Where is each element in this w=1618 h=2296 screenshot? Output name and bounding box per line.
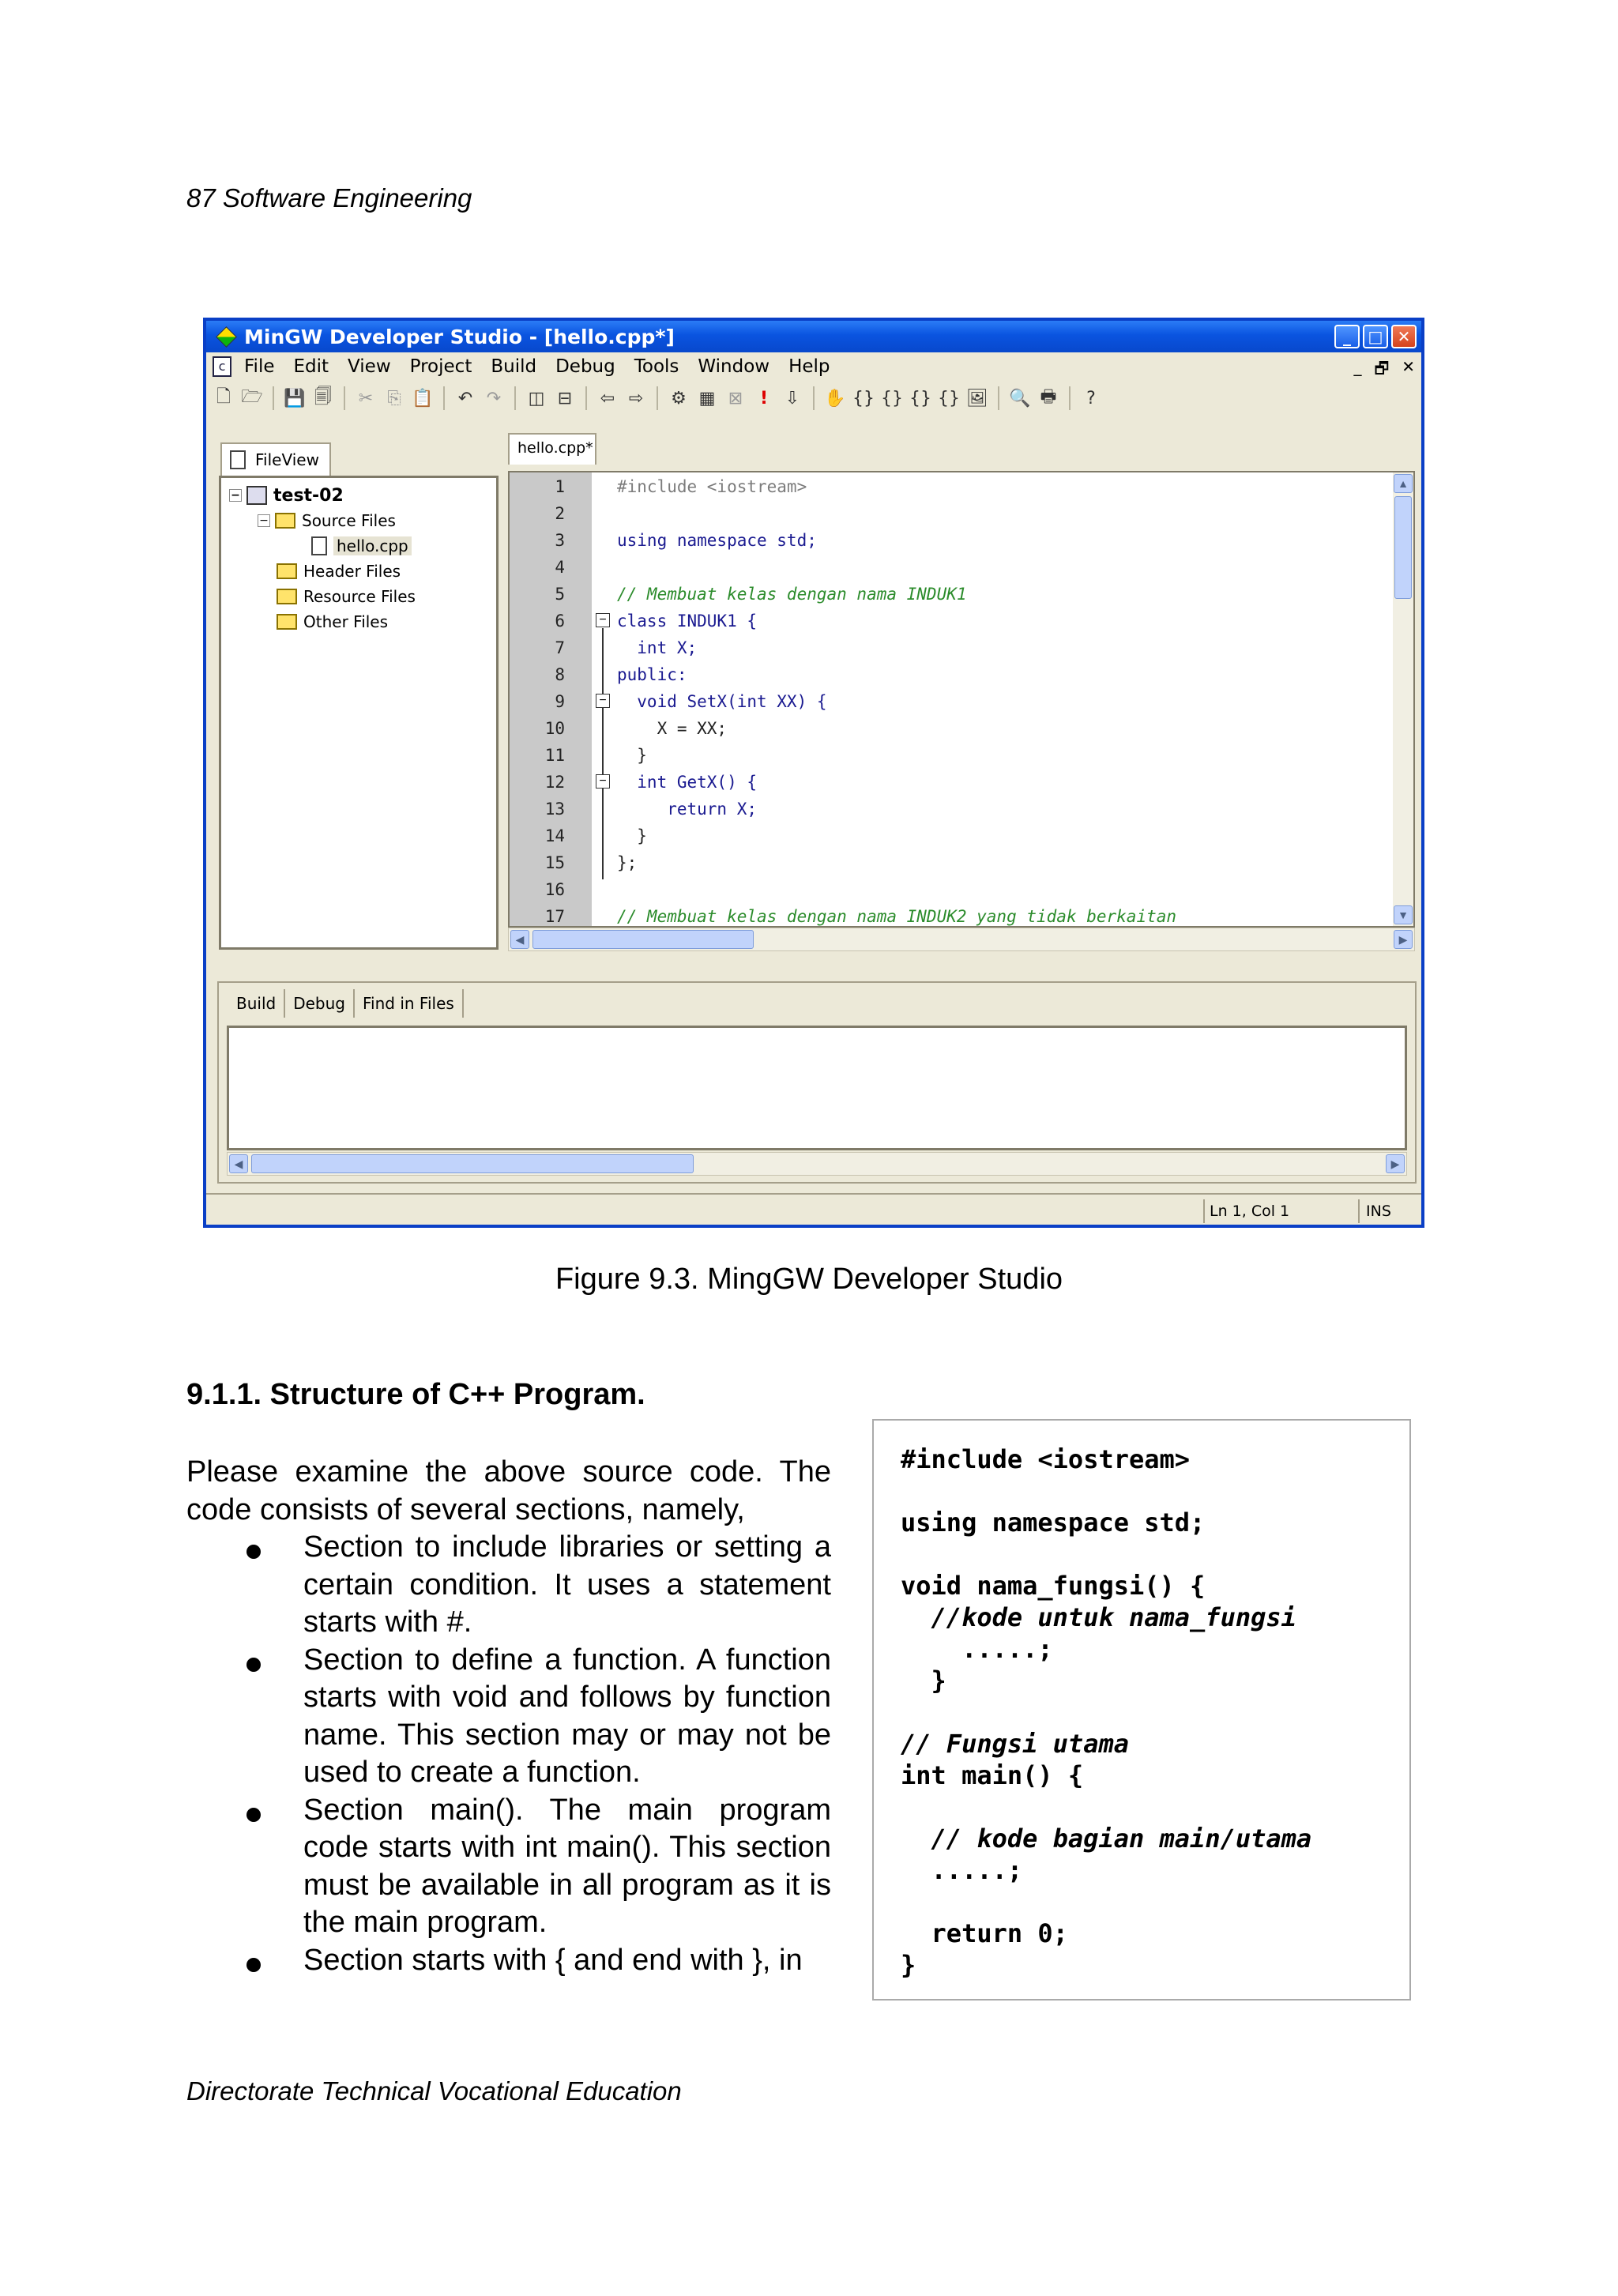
list-item-text: Section to define a function. A function starts with void and follows by function name. This section may or may not be used to create a function. — [303, 1643, 831, 1789]
workspace-panel — [219, 476, 499, 950]
bullet-icon — [246, 1658, 261, 1672]
code-line: using namespace std; — [617, 531, 817, 550]
menu-help[interactable]: Help — [788, 356, 830, 377]
folder-icon — [277, 563, 297, 579]
code-line: // Membuat kelas dengan nama INDUK2 yang tidak berkaitan — [617, 907, 1177, 926]
code-line: // Membuat kelas dengan nama INDUK1 — [617, 585, 967, 604]
line-number: 7 — [555, 638, 565, 657]
code-line: class INDUK1 { — [617, 612, 758, 630]
help-icon[interactable]: ? — [1086, 388, 1096, 408]
status-bar — [206, 1193, 1421, 1225]
fold-margin — [592, 472, 609, 926]
line-number: 10 — [544, 719, 565, 738]
section-heading: 9.1.1. Structure of C++ Program. — [186, 1378, 645, 1411]
save-all-icon[interactable]: 🗐 — [314, 387, 332, 407]
stop-build-icon[interactable]: ⊠ — [728, 388, 743, 408]
collapse-icon[interactable]: − — [258, 514, 270, 527]
code-example-box — [872, 1419, 1411, 2001]
code-line: int GetX() { — [617, 773, 758, 792]
fold-toggle-icon[interactable]: − — [596, 694, 610, 708]
code-line: void SetX(int XX) { — [617, 692, 827, 711]
menu-view[interactable]: View — [348, 356, 391, 377]
save-icon[interactable]: 💾 — [284, 388, 306, 408]
menu-file[interactable]: File — [244, 356, 275, 377]
step-over-icon[interactable]: {} — [881, 388, 903, 408]
code-example-line: .....; — [901, 1855, 1023, 1885]
build-output[interactable] — [227, 1026, 1407, 1150]
line-number-gutter — [510, 472, 592, 926]
scroll-left-icon[interactable]: ◀ — [229, 1154, 248, 1173]
scroll-right-icon[interactable]: ▶ — [1394, 930, 1413, 949]
code-example-line: } — [901, 1950, 916, 1980]
watch-icon[interactable]: 🖼 — [966, 388, 988, 408]
print-preview-icon[interactable]: 🔍 — [1009, 388, 1031, 408]
scroll-down-icon[interactable]: ▼ — [1394, 905, 1413, 924]
figure-caption: Figure 9.3. MingGW Developer Studio — [555, 1263, 1063, 1296]
list-item-text: Section main(). The main program code starts with int main(). This section must be available in all program as it is the main program. — [303, 1793, 831, 1939]
resource-files-label: Resource Files — [303, 587, 416, 606]
menu-edit[interactable]: Edit — [293, 356, 329, 377]
line-number: 12 — [544, 773, 565, 792]
menu-project[interactable]: Project — [409, 356, 472, 377]
bullet-icon — [246, 1545, 261, 1559]
build-icon[interactable]: ▦ — [698, 388, 716, 408]
line-number: 1 — [555, 477, 565, 496]
line-number: 15 — [544, 853, 565, 872]
folder-icon — [277, 589, 297, 604]
line-number: 14 — [544, 826, 565, 845]
print-icon[interactable]: 🖶 — [1040, 387, 1057, 407]
document-icon[interactable]: c — [213, 356, 231, 377]
toolbar-separator — [514, 386, 516, 410]
line-number: 6 — [555, 612, 565, 630]
paste-icon[interactable]: 📋 — [412, 388, 434, 408]
tab-debug[interactable]: Debug — [285, 989, 355, 1018]
run-to-cursor-icon[interactable]: {} — [938, 388, 960, 408]
scroll-right-icon[interactable]: ▶ — [1386, 1154, 1405, 1173]
forward-arrow-icon[interactable]: ⇨ — [628, 388, 644, 408]
tree-other-files[interactable] — [229, 609, 416, 634]
toolbar-separator — [1069, 386, 1071, 410]
tab-fileview[interactable] — [220, 442, 331, 476]
source-files-label: Source Files — [302, 511, 396, 530]
code-example-line: int main() { — [901, 1760, 1084, 1790]
new-file-icon[interactable]: 🗋 — [216, 387, 231, 407]
window-title: MinGW Developer Studio - [hello.cpp*] — [244, 325, 675, 348]
doc-restore-button[interactable]: 🗗 — [1374, 359, 1390, 378]
toggle-output-icon[interactable]: ⊟ — [557, 388, 573, 408]
execute-icon[interactable]: ! — [759, 388, 769, 408]
line-number: 9 — [555, 692, 565, 711]
code-line: X = XX; — [617, 719, 728, 738]
line-number: 17 — [544, 907, 565, 926]
code-example-line: //kode untuk nama_fungsi — [901, 1602, 1296, 1632]
tab-find-in-files[interactable]: Find in Files — [355, 989, 464, 1018]
code-example-line: // Fungsi utama — [901, 1729, 1129, 1759]
list-item — [186, 1792, 831, 1942]
tree-source-files[interactable] — [229, 508, 416, 533]
toolbar-separator — [344, 386, 345, 410]
code-line: } — [617, 746, 647, 765]
output-tabs — [228, 989, 464, 1018]
code-editor[interactable] — [508, 471, 1415, 928]
output-horizontal-scrollbar[interactable] — [227, 1152, 1407, 1176]
hand-icon[interactable]: ✋ — [824, 388, 846, 408]
list-item — [186, 1642, 831, 1792]
code-line: return X; — [617, 800, 758, 819]
document-controls — [1353, 357, 1415, 384]
code-example-line: } — [901, 1666, 946, 1696]
line-number: 4 — [555, 558, 565, 577]
menu-window[interactable]: Window — [698, 356, 770, 377]
list-item-text: Section starts with { and end with }, in — [303, 1943, 803, 1977]
open-folder-icon[interactable]: 🗁 — [241, 387, 263, 407]
folder-icon — [277, 614, 297, 630]
menu-tools[interactable]: Tools — [634, 356, 679, 377]
code-example-line: void nama_fungsi() { — [901, 1571, 1206, 1601]
tab-build[interactable]: Build — [228, 989, 285, 1018]
output-panel — [217, 981, 1417, 1184]
menu-build[interactable]: Build — [491, 356, 537, 377]
window-controls — [1334, 325, 1417, 348]
line-number: 13 — [544, 800, 565, 819]
page-footer: Directorate Technical Vocational Education — [186, 2076, 682, 2106]
bullet-icon — [246, 1958, 261, 1972]
close-button[interactable]: ✕ — [1391, 325, 1417, 348]
project-label: test-02 — [273, 485, 344, 506]
tree-project[interactable] — [229, 483, 416, 508]
scroll-thumb[interactable] — [251, 1154, 694, 1173]
back-arrow-icon[interactable]: ⇦ — [600, 388, 615, 408]
toolbar-separator — [585, 386, 587, 410]
folder-open-icon — [275, 513, 295, 529]
copy-icon[interactable]: ⎘ — [387, 388, 401, 408]
scroll-thumb[interactable] — [532, 930, 754, 949]
code-example-line: using namespace std; — [901, 1507, 1206, 1538]
code-line: }; — [617, 853, 638, 872]
line-number: 2 — [555, 504, 565, 523]
code-example-line: #include <iostream> — [901, 1444, 1191, 1474]
maximize-button[interactable]: □ — [1363, 325, 1388, 348]
toolbar-separator — [813, 386, 815, 410]
hello-cpp-label: hello.cpp — [333, 536, 412, 555]
cut-icon[interactable]: ✂ — [358, 388, 374, 408]
ide-window — [203, 318, 1424, 1228]
tab-hello-cpp[interactable]: hello.cpp* — [508, 433, 596, 465]
bullet-icon — [246, 1808, 261, 1822]
step-into-icon[interactable]: {} — [852, 388, 875, 408]
cursor-position: Ln 1, Col 1 — [1203, 1199, 1358, 1223]
fileview-icon — [230, 450, 246, 469]
code-example-line: .....; — [901, 1634, 1053, 1664]
toolbar-separator — [998, 386, 999, 410]
line-number: 11 — [544, 746, 565, 765]
scroll-thumb[interactable] — [1394, 496, 1412, 599]
fold-toggle-icon[interactable]: − — [596, 774, 610, 789]
section-list — [186, 1529, 831, 1979]
menu-debug[interactable]: Debug — [555, 356, 615, 377]
title-bar[interactable] — [206, 321, 1421, 352]
body-text — [186, 1454, 831, 1979]
vertical-scrollbar[interactable] — [1393, 472, 1413, 926]
toggle-workspace-icon[interactable]: ◫ — [528, 388, 545, 408]
line-number: 16 — [544, 880, 565, 899]
cpp-file-icon — [311, 536, 327, 555]
compile-icon[interactable]: ⚙ — [671, 388, 687, 408]
fold-toggle-icon[interactable]: − — [596, 613, 610, 627]
list-item-text: Section to include libraries or setting a certain condition. It uses a statement starts with #. — [303, 1530, 831, 1639]
tree-hello-cpp[interactable] — [229, 533, 416, 559]
project-icon — [246, 486, 267, 505]
line-number: 5 — [555, 585, 565, 604]
list-item — [186, 1942, 831, 1980]
code-line: int X; — [617, 638, 698, 657]
scroll-up-icon[interactable]: ▲ — [1394, 474, 1413, 493]
editor-horizontal-scrollbar[interactable] — [508, 928, 1415, 951]
fileview-label: FileView — [255, 450, 319, 469]
code-line: } — [617, 826, 647, 845]
page-header: 87 Software Engineering — [186, 183, 472, 213]
menu-bar — [206, 352, 1421, 381]
toolbar-separator — [657, 386, 658, 410]
doc-minimize-button[interactable]: _ — [1353, 357, 1362, 376]
insert-mode: INS — [1358, 1199, 1413, 1223]
code-line: public: — [617, 665, 687, 684]
header-files-label: Header Files — [303, 562, 401, 581]
intro-paragraph: Please examine the above source code. The code consists of several sections, namely, — [186, 1455, 831, 1526]
toolbar-separator — [443, 386, 445, 410]
code-example-line: return 0; — [901, 1918, 1068, 1948]
collapse-icon[interactable]: − — [229, 489, 242, 502]
doc-close-button[interactable]: ✕ — [1402, 357, 1415, 376]
redo-icon[interactable]: ↷ — [486, 388, 502, 408]
scroll-left-icon[interactable]: ◀ — [510, 930, 529, 949]
toolbar-separator — [273, 386, 274, 410]
fold-line — [602, 628, 604, 879]
line-number: 3 — [555, 531, 565, 550]
file-tree — [229, 483, 416, 634]
debug-icon[interactable]: ⇩ — [785, 388, 800, 408]
tree-resource-files[interactable] — [229, 584, 416, 609]
line-number: 8 — [555, 665, 565, 684]
other-files-label: Other Files — [303, 612, 389, 631]
mingw-app-icon — [216, 326, 236, 347]
minimize-button[interactable]: _ — [1334, 325, 1360, 348]
step-out-icon[interactable]: {} — [909, 388, 931, 408]
toolbar — [206, 381, 1421, 416]
list-item — [186, 1529, 831, 1642]
code-line: #include <iostream> — [617, 477, 807, 496]
code-example-line: // kode bagian main/utama — [901, 1824, 1312, 1854]
tree-header-files[interactable] — [229, 559, 416, 584]
undo-icon[interactable]: ↶ — [457, 388, 473, 408]
